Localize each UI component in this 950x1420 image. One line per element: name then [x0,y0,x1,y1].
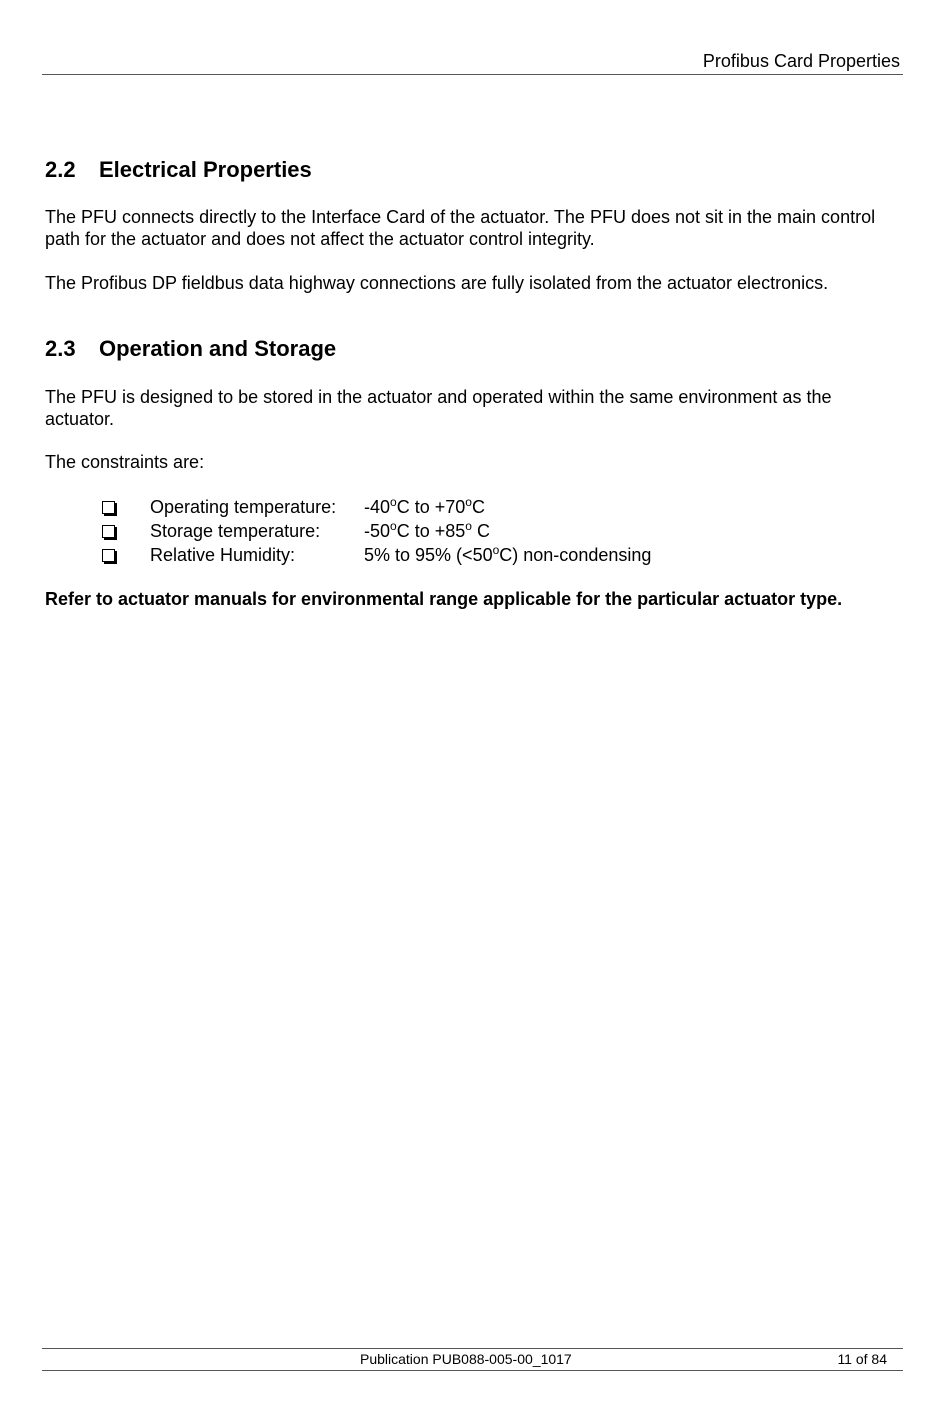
list-item [100,543,651,567]
section-title: Operation and Storage [99,336,337,361]
paragraph: The PFU connects directly to the Interface Card of the actuator. The PFU does not sit in the main control path for the actuator and does not affect the actuator control integrity. [45,207,876,249]
checkbox-bullet-icon [102,501,115,514]
footer-rule-bottom [42,1370,903,1371]
section-number: 2.2 [45,157,76,182]
page-header-title: Profibus Card Properties [702,51,900,71]
constraint-value: -40$^o$C to $+70^oC$ [364,495,485,517]
footer-rule-top [42,1348,903,1349]
constraints-list [100,495,651,567]
constraint-label: Relative Humidity: [150,545,296,565]
section-title: Electrical Properties [99,157,312,182]
header-rule [42,74,903,75]
list-item [100,495,651,519]
checkbox-bullet-icon [102,525,115,538]
constraint-value: -50$^o$C to $+85^o$ C [364,519,490,541]
footer-page-number: 11 of 84 [837,1351,887,1367]
section-heading-operation [45,336,336,362]
paragraph: The Profibus DP fieldbus data highway connections are fully isolated from the actuator electronics. [45,273,829,293]
list-item [100,519,651,543]
paragraph: The PFU is designed to be stored in the actuator and operated within the same environment as the actuator. [45,387,832,429]
section-heading-electrical [45,157,312,183]
constraint-label: Storage temperature: [150,521,321,541]
footer-publication: Publication PUB088-005-00_1017 [360,1351,572,1367]
paragraph: The constraints are: [45,452,205,472]
constraint-label: Operating temperature: [150,497,337,517]
environment-note: Refer to actuator manuals for environmental range applicable for the particular actuator type. [45,589,843,609]
constraint-value: 5% to 95% $(<50^oC)$ non-condensing [364,543,652,565]
section-number: 2.3 [45,336,76,361]
checkbox-bullet-icon [102,549,115,562]
